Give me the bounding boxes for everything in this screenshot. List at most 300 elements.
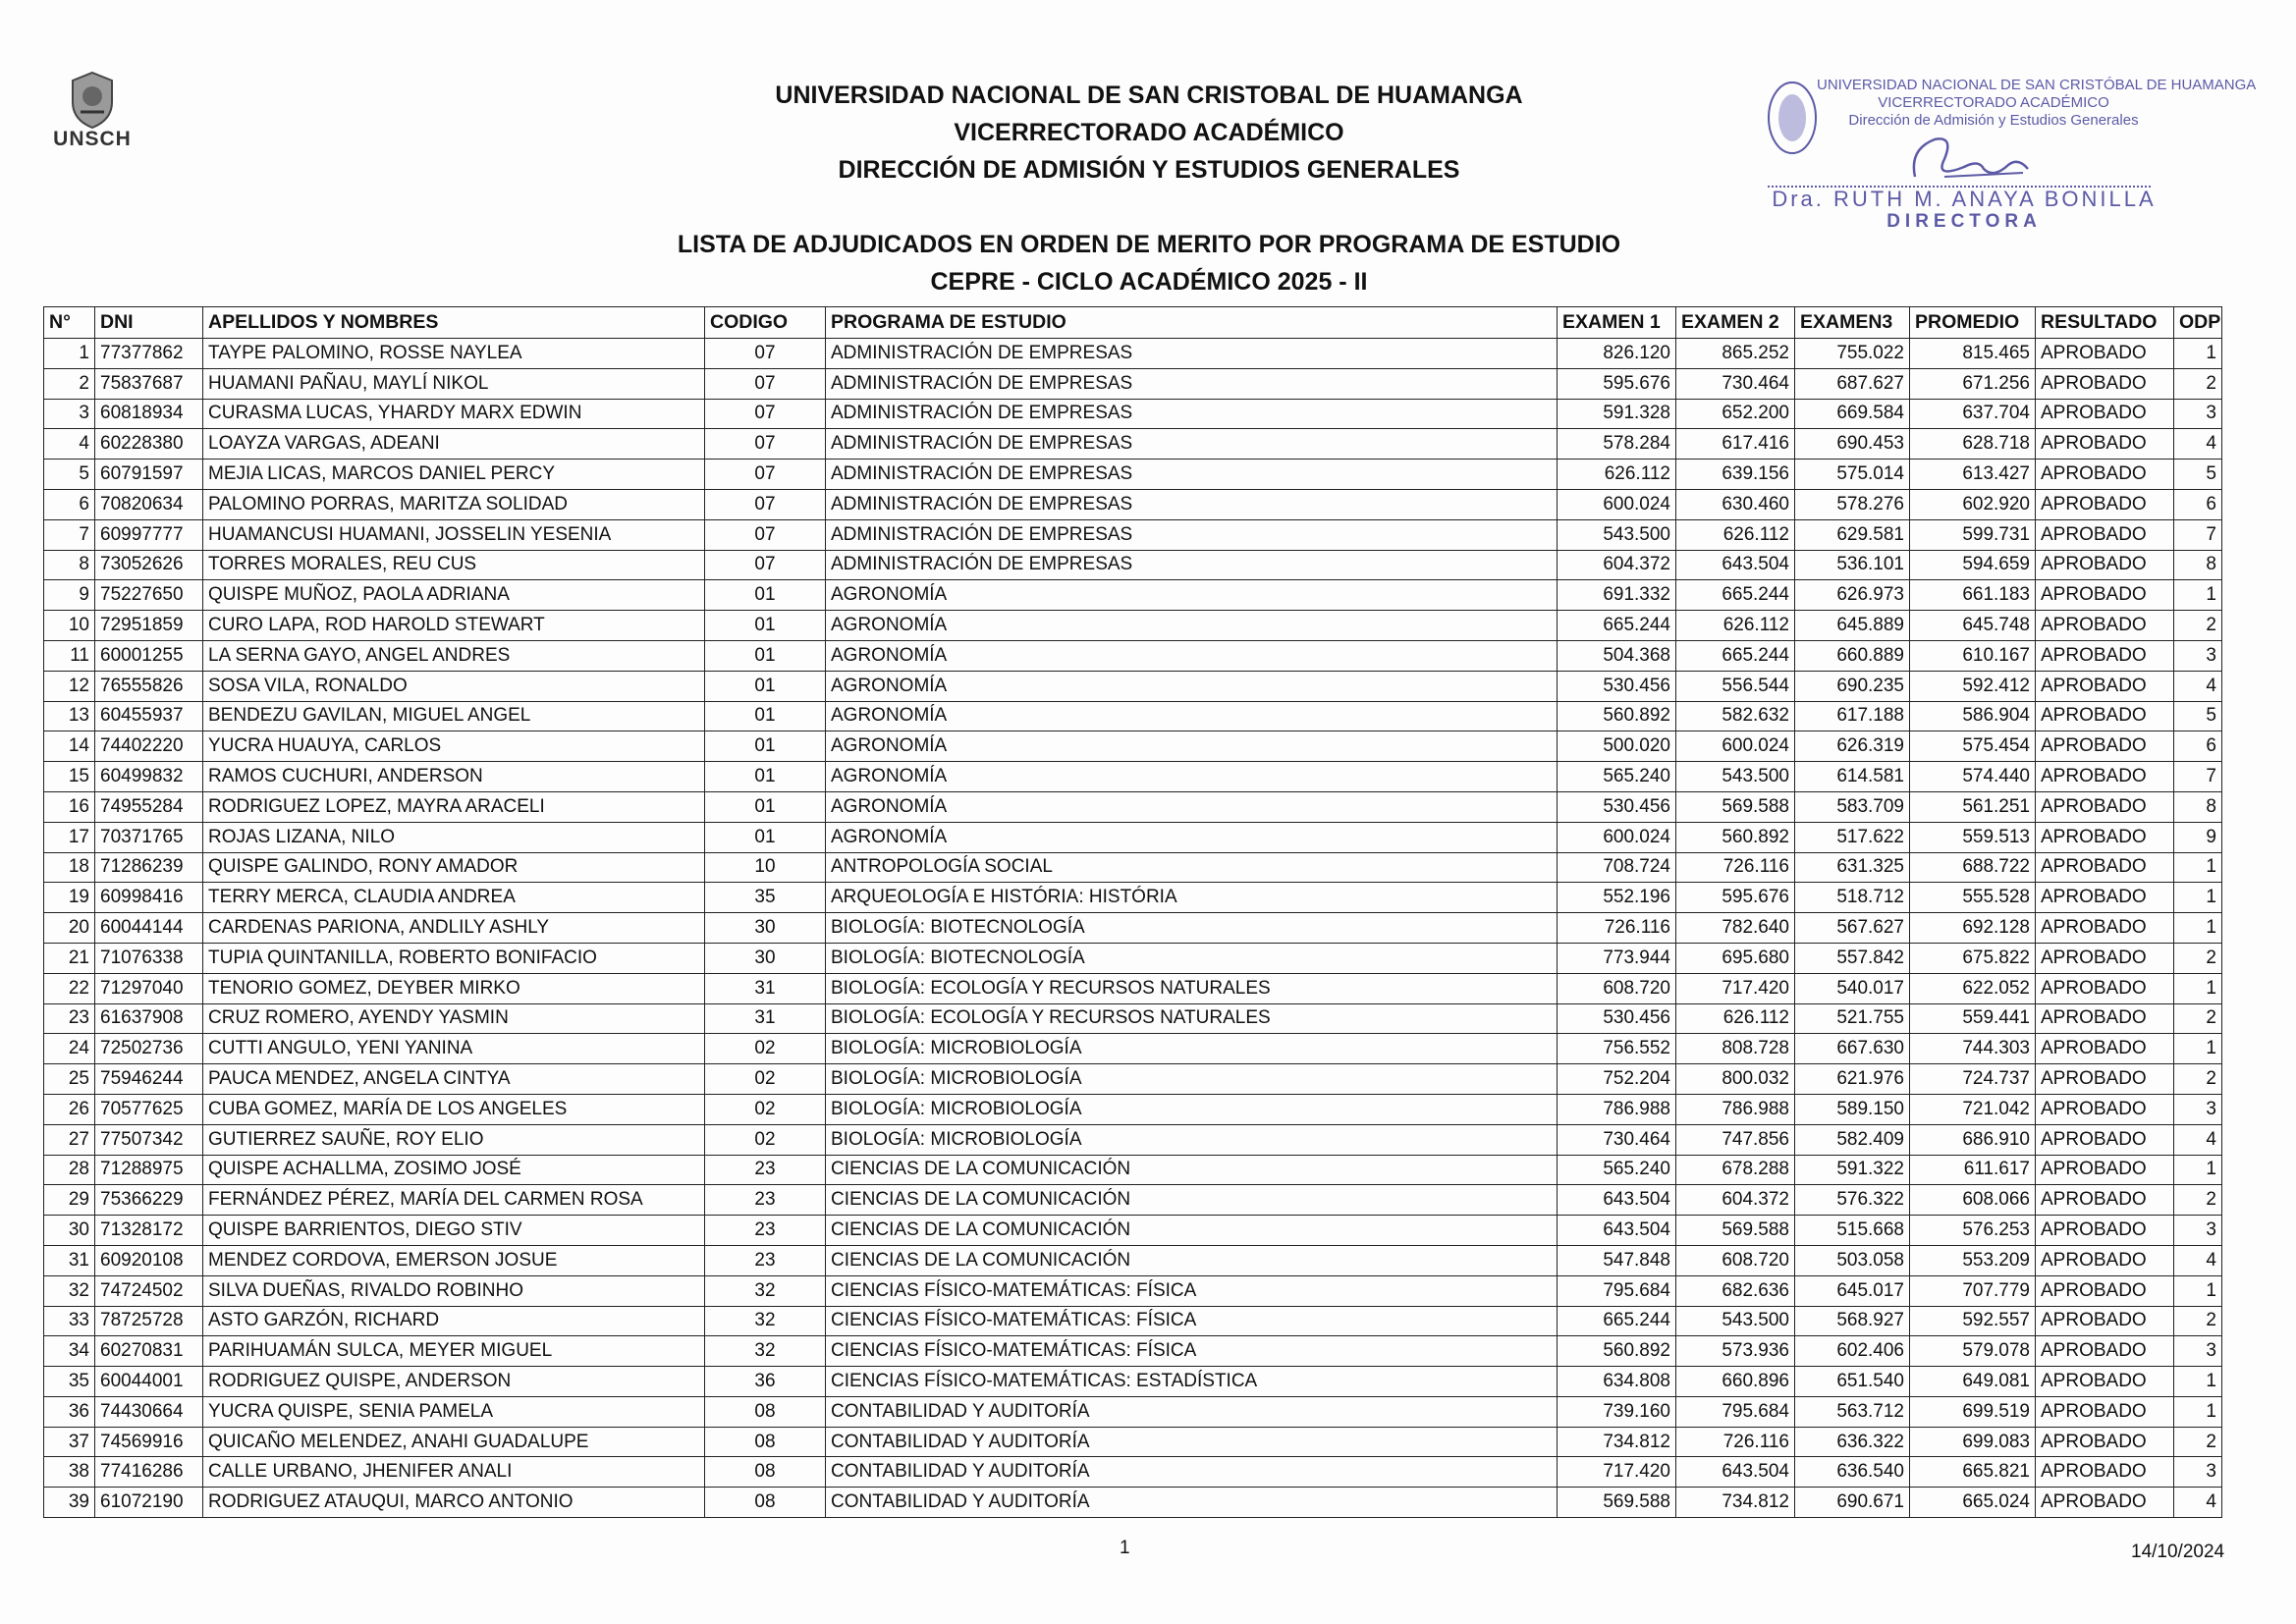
- result: APROBADO: [2036, 429, 2174, 460]
- exam3: 626.973: [1795, 580, 1910, 611]
- document-date: 14/10/2024: [2131, 1542, 2225, 1562]
- odp: 6: [2174, 489, 2222, 519]
- exam2: 795.684: [1676, 1396, 1795, 1427]
- row-number: 38: [44, 1457, 95, 1488]
- exam1: 543.500: [1558, 519, 1676, 550]
- exam3: 690.453: [1795, 429, 1910, 460]
- dni: 71286239: [95, 852, 203, 883]
- exam1: 530.456: [1558, 791, 1676, 822]
- average: 555.528: [1910, 883, 2036, 913]
- odp: 1: [2174, 973, 2222, 1003]
- average: 707.779: [1910, 1275, 2036, 1306]
- dni: 60997777: [95, 519, 203, 550]
- exam1: 504.368: [1558, 640, 1676, 671]
- dni: 74955284: [95, 791, 203, 822]
- exam3: 755.022: [1795, 339, 1910, 369]
- code: 01: [705, 791, 826, 822]
- code: 07: [705, 339, 826, 369]
- full-name: SOSA VILA, RONALDO: [203, 671, 705, 701]
- result: APROBADO: [2036, 1124, 2174, 1155]
- average: 692.128: [1910, 913, 2036, 944]
- odp: 2: [2174, 1003, 2222, 1034]
- program: CIENCIAS FÍSICO-MATEMÁTICAS: FÍSICA: [826, 1336, 1558, 1367]
- program: AGRONOMÍA: [826, 611, 1558, 641]
- exam1: 826.120: [1558, 339, 1676, 369]
- dni: 60270831: [95, 1336, 203, 1367]
- program: CONTABILIDAD Y AUDITORÍA: [826, 1488, 1558, 1518]
- exam3: 575.014: [1795, 460, 1910, 490]
- exam3: 645.889: [1795, 611, 1910, 641]
- row-number: 24: [44, 1034, 95, 1064]
- odp: 1: [2174, 852, 2222, 883]
- dni: 60791597: [95, 460, 203, 490]
- signature-icon: [1905, 130, 2033, 189]
- odp: 3: [2174, 399, 2222, 429]
- exam2: 626.112: [1676, 611, 1795, 641]
- exam1: 530.456: [1558, 671, 1676, 701]
- result: APROBADO: [2036, 852, 2174, 883]
- table-row: [44, 1094, 2222, 1124]
- exam1: 500.020: [1558, 731, 1676, 762]
- full-name: MEJIA LICAS, MARCOS DANIEL PERCY: [203, 460, 705, 490]
- average: 665.024: [1910, 1488, 2036, 1518]
- average: 699.519: [1910, 1396, 2036, 1427]
- exam2: 682.636: [1676, 1275, 1795, 1306]
- table-row: [44, 1367, 2222, 1397]
- average: 576.253: [1910, 1216, 2036, 1246]
- full-name: ROJAS LIZANA, NILO: [203, 822, 705, 852]
- full-name: SILVA DUEÑAS, RIVALDO ROBINHO: [203, 1275, 705, 1306]
- col-code: CODIGO: [705, 307, 826, 339]
- exam3: 517.622: [1795, 822, 1910, 852]
- exam1: 595.676: [1558, 368, 1676, 399]
- result: APROBADO: [2036, 611, 2174, 641]
- result: APROBADO: [2036, 1185, 2174, 1216]
- full-name: HUAMANI PAÑAU, MAYLÍ NIKOL: [203, 368, 705, 399]
- exam3: 568.927: [1795, 1306, 1910, 1336]
- exam2: 626.112: [1676, 519, 1795, 550]
- code: 08: [705, 1427, 826, 1457]
- dni: 75366229: [95, 1185, 203, 1216]
- stamp-line-2: VICERRECTORADO ACADÉMICO: [1878, 94, 2109, 111]
- row-number: 37: [44, 1427, 95, 1457]
- row-number: 20: [44, 913, 95, 944]
- table-row: [44, 913, 2222, 944]
- exam1: 578.284: [1558, 429, 1676, 460]
- table-row: [44, 1336, 2222, 1367]
- odp: 1: [2174, 1396, 2222, 1427]
- dni: 76555826: [95, 671, 203, 701]
- average: 613.427: [1910, 460, 2036, 490]
- full-name: CRUZ ROMERO, AYENDY YASMIN: [203, 1003, 705, 1034]
- odp: 3: [2174, 1216, 2222, 1246]
- exam3: 583.709: [1795, 791, 1910, 822]
- seal-icon: [1766, 79, 1819, 157]
- average: 599.731: [1910, 519, 2036, 550]
- exam1: 756.552: [1558, 1034, 1676, 1064]
- code: 01: [705, 762, 826, 792]
- row-number: 25: [44, 1064, 95, 1095]
- result: APROBADO: [2036, 1034, 2174, 1064]
- exam1: 604.372: [1558, 550, 1676, 580]
- exam1: 773.944: [1558, 943, 1676, 973]
- program: CIENCIAS DE LA COMUNICACIÓN: [826, 1155, 1558, 1185]
- code: 23: [705, 1155, 826, 1185]
- exam3: 521.755: [1795, 1003, 1910, 1034]
- col-exam2: EXAMEN 2: [1676, 307, 1795, 339]
- exam2: 726.116: [1676, 852, 1795, 883]
- average: 688.722: [1910, 852, 2036, 883]
- exam3: 626.319: [1795, 731, 1910, 762]
- exam2: 643.504: [1676, 1457, 1795, 1488]
- exam1: 786.988: [1558, 1094, 1676, 1124]
- program: ARQUEOLOGÍA E HISTÓRIA: HISTÓRIA: [826, 883, 1558, 913]
- table-row: [44, 429, 2222, 460]
- exam3: 617.188: [1795, 701, 1910, 731]
- full-name: TERRY MERCA, CLAUDIA ANDREA: [203, 883, 705, 913]
- stamp-line-1: UNIVERSIDAD NACIONAL DE SAN CRISTÓBAL DE HUAMANGA: [1817, 77, 2257, 93]
- odp: 2: [2174, 1427, 2222, 1457]
- exam2: 717.420: [1676, 973, 1795, 1003]
- exam3: 578.276: [1795, 489, 1910, 519]
- average: 628.718: [1910, 429, 2036, 460]
- table-row: [44, 580, 2222, 611]
- exam3: 690.671: [1795, 1488, 1910, 1518]
- exam1: 795.684: [1558, 1275, 1676, 1306]
- program: CIENCIAS FÍSICO-MATEMÁTICAS: ESTADÍSTICA: [826, 1367, 1558, 1397]
- code: 07: [705, 368, 826, 399]
- odp: 2: [2174, 1306, 2222, 1336]
- odp: 2: [2174, 943, 2222, 973]
- result: APROBADO: [2036, 973, 2174, 1003]
- dni: 60998416: [95, 883, 203, 913]
- exam1: 739.160: [1558, 1396, 1676, 1427]
- table-row: [44, 489, 2222, 519]
- full-name: TENORIO GOMEZ, DEYBER MIRKO: [203, 973, 705, 1003]
- average: 724.737: [1910, 1064, 2036, 1095]
- odp: 4: [2174, 1245, 2222, 1275]
- table-row: [44, 762, 2222, 792]
- col-exam1: EXAMEN 1: [1558, 307, 1676, 339]
- average: 574.440: [1910, 762, 2036, 792]
- average: 686.910: [1910, 1124, 2036, 1155]
- full-name: CARDENAS PARIONA, ANDLILY ASHLY: [203, 913, 705, 944]
- code: 07: [705, 429, 826, 460]
- university-name: UNIVERSIDAD NACIONAL DE SAN CRISTOBAL DE HUAMANGA: [775, 81, 1523, 109]
- dni: 74430664: [95, 1396, 203, 1427]
- row-number: 6: [44, 489, 95, 519]
- table-row: [44, 973, 2222, 1003]
- dni: 77416286: [95, 1457, 203, 1488]
- code: 01: [705, 580, 826, 611]
- row-number: 22: [44, 973, 95, 1003]
- col-dni: DNI: [95, 307, 203, 339]
- code: 32: [705, 1275, 826, 1306]
- code: 01: [705, 671, 826, 701]
- exam2: 730.464: [1676, 368, 1795, 399]
- code: 07: [705, 550, 826, 580]
- code: 02: [705, 1034, 826, 1064]
- row-number: 3: [44, 399, 95, 429]
- code: 01: [705, 701, 826, 731]
- row-number: 15: [44, 762, 95, 792]
- exam1: 691.332: [1558, 580, 1676, 611]
- table-row: [44, 1396, 2222, 1427]
- row-number: 21: [44, 943, 95, 973]
- table-row: [44, 822, 2222, 852]
- exam3: 690.235: [1795, 671, 1910, 701]
- code: 30: [705, 943, 826, 973]
- dni: 72502736: [95, 1034, 203, 1064]
- program: ADMINISTRACIÓN DE EMPRESAS: [826, 550, 1558, 580]
- dni: 71328172: [95, 1216, 203, 1246]
- dni: 61637908: [95, 1003, 203, 1034]
- document-title: [629, 226, 1669, 300]
- exam1: 608.720: [1558, 973, 1676, 1003]
- program: AGRONOMÍA: [826, 701, 1558, 731]
- table-row: [44, 399, 2222, 429]
- code: 01: [705, 731, 826, 762]
- vice-rectorate: VICERRECTORADO ACADÉMICO: [954, 119, 1344, 146]
- exam3: 631.325: [1795, 852, 1910, 883]
- full-name: TAYPE PALOMINO, ROSSE NAYLEA: [203, 339, 705, 369]
- program: BIOLOGÍA: MICROBIOLOGÍA: [826, 1034, 1558, 1064]
- dni: 60499832: [95, 762, 203, 792]
- program: AGRONOMÍA: [826, 731, 1558, 762]
- row-number: 33: [44, 1306, 95, 1336]
- row-number: 16: [44, 791, 95, 822]
- table-row: [44, 368, 2222, 399]
- odp: 1: [2174, 1367, 2222, 1397]
- dni: 74569916: [95, 1427, 203, 1457]
- exam3: 667.630: [1795, 1034, 1910, 1064]
- exam3: 645.017: [1795, 1275, 1910, 1306]
- odp: 3: [2174, 640, 2222, 671]
- exam3: 518.712: [1795, 883, 1910, 913]
- exam2: 660.896: [1676, 1367, 1795, 1397]
- row-number: 14: [44, 731, 95, 762]
- full-name: RODRIGUEZ LOPEZ, MAYRA ARACELI: [203, 791, 705, 822]
- full-name: LA SERNA GAYO, ANGEL ANDRES: [203, 640, 705, 671]
- result: APROBADO: [2036, 580, 2174, 611]
- exam1: 730.464: [1558, 1124, 1676, 1155]
- average: 744.303: [1910, 1034, 2036, 1064]
- odp: 4: [2174, 429, 2222, 460]
- exam3: 576.322: [1795, 1185, 1910, 1216]
- result: APROBADO: [2036, 1488, 2174, 1518]
- director-role: DIRECTORA: [1886, 211, 2042, 232]
- exam3: 629.581: [1795, 519, 1910, 550]
- program: BIOLOGÍA: ECOLOGÍA Y RECURSOS NATURALES: [826, 973, 1558, 1003]
- institution-header: [629, 77, 1669, 189]
- row-number: 18: [44, 852, 95, 883]
- row-number: 17: [44, 822, 95, 852]
- odp: 9: [2174, 822, 2222, 852]
- row-number: 10: [44, 611, 95, 641]
- list-title: LISTA DE ADJUDICADOS EN ORDEN DE MERITO POR PROGRAMA DE ESTUDIO: [677, 231, 1621, 258]
- col-program: PROGRAMA DE ESTUDIO: [826, 307, 1558, 339]
- dni: 74724502: [95, 1275, 203, 1306]
- result: APROBADO: [2036, 1064, 2174, 1095]
- average: 610.167: [1910, 640, 2036, 671]
- program: CIENCIAS DE LA COMUNICACIÓN: [826, 1245, 1558, 1275]
- dni: 60920108: [95, 1245, 203, 1275]
- exam1: 717.420: [1558, 1457, 1676, 1488]
- exam1: 643.504: [1558, 1216, 1676, 1246]
- table-row: [44, 1457, 2222, 1488]
- table-row: [44, 731, 2222, 762]
- exam3: 589.150: [1795, 1094, 1910, 1124]
- result: APROBADO: [2036, 791, 2174, 822]
- exam3: 503.058: [1795, 1245, 1910, 1275]
- table-row: [44, 460, 2222, 490]
- row-number: 12: [44, 671, 95, 701]
- average: 622.052: [1910, 973, 2036, 1003]
- program: AGRONOMÍA: [826, 791, 1558, 822]
- exam1: 560.892: [1558, 701, 1676, 731]
- row-number: 30: [44, 1216, 95, 1246]
- program: ADMINISTRACIÓN DE EMPRESAS: [826, 519, 1558, 550]
- average: 665.821: [1910, 1457, 2036, 1488]
- result: APROBADO: [2036, 1003, 2174, 1034]
- full-name: PAUCA MENDEZ, ANGELA CINTYA: [203, 1064, 705, 1095]
- table-row: [44, 943, 2222, 973]
- row-number: 13: [44, 701, 95, 731]
- row-number: 11: [44, 640, 95, 671]
- full-name: MENDEZ CORDOVA, EMERSON JOSUE: [203, 1245, 705, 1275]
- program: ADMINISTRACIÓN DE EMPRESAS: [826, 429, 1558, 460]
- program: CIENCIAS FÍSICO-MATEMÁTICAS: FÍSICA: [826, 1306, 1558, 1336]
- program: ADMINISTRACIÓN DE EMPRESAS: [826, 368, 1558, 399]
- dni: 75946244: [95, 1064, 203, 1095]
- exam2: 569.588: [1676, 1216, 1795, 1246]
- odp: 1: [2174, 1275, 2222, 1306]
- average: 699.083: [1910, 1427, 2036, 1457]
- exam2: 865.252: [1676, 339, 1795, 369]
- program: CIENCIAS DE LA COMUNICACIÓN: [826, 1216, 1558, 1246]
- exam3: 636.322: [1795, 1427, 1910, 1457]
- table-row: [44, 1216, 2222, 1246]
- odp: 1: [2174, 1034, 2222, 1064]
- code: 07: [705, 399, 826, 429]
- exam1: 734.812: [1558, 1427, 1676, 1457]
- table-row: [44, 791, 2222, 822]
- exam2: 678.288: [1676, 1155, 1795, 1185]
- row-number: 36: [44, 1396, 95, 1427]
- program: BIOLOGÍA: ECOLOGÍA Y RECURSOS NATURALES: [826, 1003, 1558, 1034]
- program: BIOLOGÍA: BIOTECNOLOGÍA: [826, 913, 1558, 944]
- exam2: 643.504: [1676, 550, 1795, 580]
- code: 08: [705, 1488, 826, 1518]
- result: APROBADO: [2036, 399, 2174, 429]
- full-name: FERNÁNDEZ PÉREZ, MARÍA DEL CARMEN ROSA: [203, 1185, 705, 1216]
- exam2: 573.936: [1676, 1336, 1795, 1367]
- result: APROBADO: [2036, 1245, 2174, 1275]
- code: 01: [705, 640, 826, 671]
- university-crest: [47, 69, 137, 151]
- table-row: [44, 1124, 2222, 1155]
- program: ADMINISTRACIÓN DE EMPRESAS: [826, 460, 1558, 490]
- dni: 60001255: [95, 640, 203, 671]
- exam2: 665.244: [1676, 580, 1795, 611]
- code: 35: [705, 883, 826, 913]
- exam2: 652.200: [1676, 399, 1795, 429]
- dni: 61072190: [95, 1488, 203, 1518]
- full-name: CUTTI ANGULO, YENI YANINA: [203, 1034, 705, 1064]
- result: APROBADO: [2036, 883, 2174, 913]
- program: BIOLOGÍA: MICROBIOLOGÍA: [826, 1124, 1558, 1155]
- crest-emblem-icon: [61, 69, 124, 132]
- table-row: [44, 339, 2222, 369]
- exam2: 747.856: [1676, 1124, 1795, 1155]
- exam3: 602.406: [1795, 1336, 1910, 1367]
- dni: 71076338: [95, 943, 203, 973]
- result: APROBADO: [2036, 1155, 2174, 1185]
- table-row: [44, 1306, 2222, 1336]
- exam3: 660.889: [1795, 640, 1910, 671]
- code: 36: [705, 1367, 826, 1397]
- table-row: [44, 1275, 2222, 1306]
- average: 579.078: [1910, 1336, 2036, 1367]
- odp: 6: [2174, 731, 2222, 762]
- code: 31: [705, 1003, 826, 1034]
- exam3: 567.627: [1795, 913, 1910, 944]
- table-row: [44, 701, 2222, 731]
- odp: 1: [2174, 883, 2222, 913]
- exam3: 563.712: [1795, 1396, 1910, 1427]
- exam1: 560.892: [1558, 1336, 1676, 1367]
- exam3: 636.540: [1795, 1457, 1910, 1488]
- full-name: CURASMA LUCAS, YHARDY MARX EDWIN: [203, 399, 705, 429]
- row-number: 4: [44, 429, 95, 460]
- exam2: 800.032: [1676, 1064, 1795, 1095]
- odp: 3: [2174, 1094, 2222, 1124]
- table-row: [44, 883, 2222, 913]
- dni: 77507342: [95, 1124, 203, 1155]
- full-name: RODRIGUEZ ATAUQUI, MARCO ANTONIO: [203, 1488, 705, 1518]
- odp: 5: [2174, 460, 2222, 490]
- exam2: 695.680: [1676, 943, 1795, 973]
- code: 02: [705, 1064, 826, 1095]
- average: 592.557: [1910, 1306, 2036, 1336]
- director-name: Dra. RUTH M. ANAYA BONILLA: [1772, 187, 2157, 211]
- exam1: 600.024: [1558, 822, 1676, 852]
- full-name: TORRES MORALES, REU CUS: [203, 550, 705, 580]
- result: APROBADO: [2036, 701, 2174, 731]
- exam2: 543.500: [1676, 762, 1795, 792]
- average: 721.042: [1910, 1094, 2036, 1124]
- code: 23: [705, 1245, 826, 1275]
- result: APROBADO: [2036, 762, 2174, 792]
- odp: 3: [2174, 1457, 2222, 1488]
- exam1: 708.724: [1558, 852, 1676, 883]
- odp: 7: [2174, 519, 2222, 550]
- row-number: 1: [44, 339, 95, 369]
- exam1: 591.328: [1558, 399, 1676, 429]
- exam3: 669.584: [1795, 399, 1910, 429]
- exam1: 752.204: [1558, 1064, 1676, 1095]
- full-name: TUPIA QUINTANILLA, ROBERTO BONIFACIO: [203, 943, 705, 973]
- odp: 1: [2174, 913, 2222, 944]
- exam1: 565.240: [1558, 1155, 1676, 1185]
- dni: 60455937: [95, 701, 203, 731]
- exam1: 626.112: [1558, 460, 1676, 490]
- code: 08: [705, 1396, 826, 1427]
- result: APROBADO: [2036, 1306, 2174, 1336]
- result: APROBADO: [2036, 519, 2174, 550]
- result: APROBADO: [2036, 489, 2174, 519]
- program: AGRONOMÍA: [826, 580, 1558, 611]
